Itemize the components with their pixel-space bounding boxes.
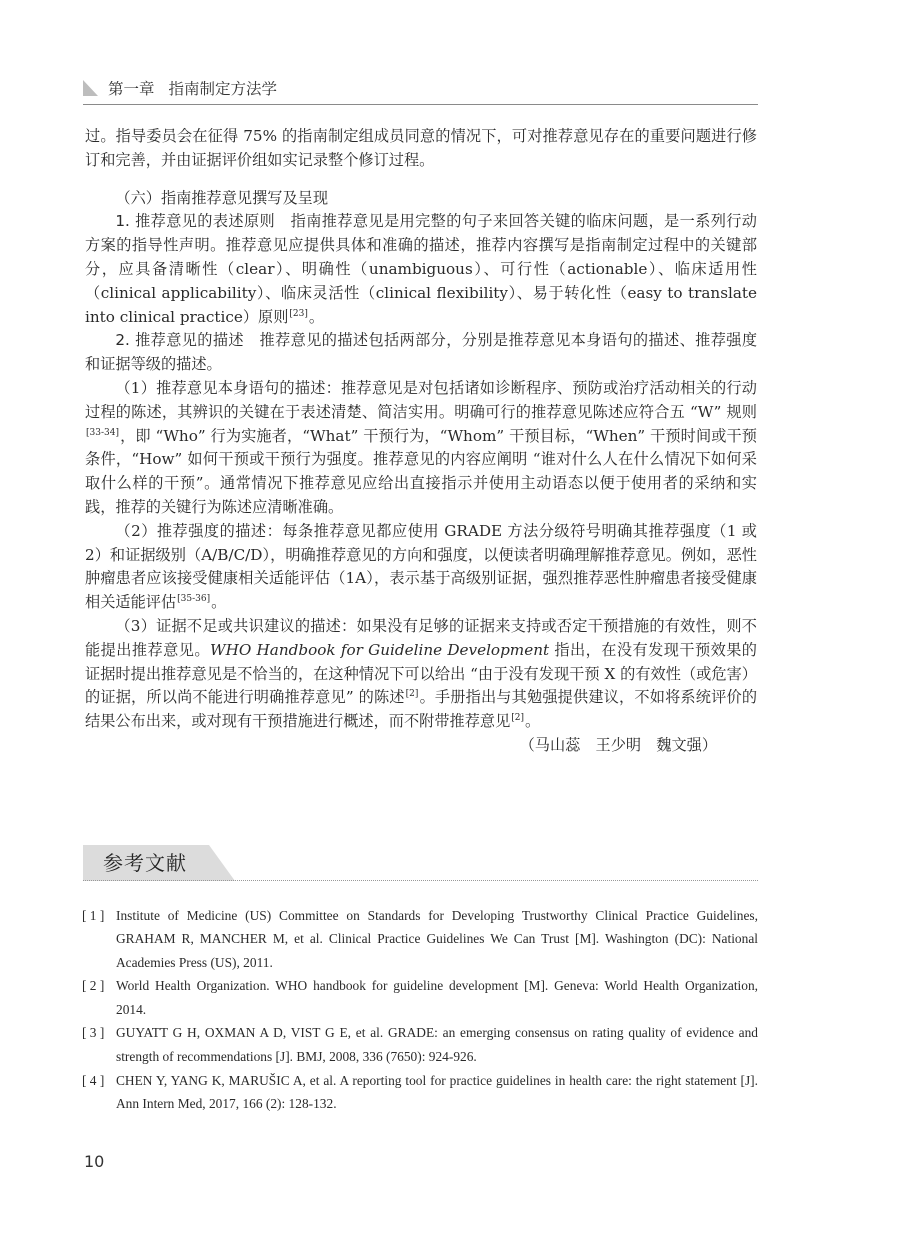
reference-number: [ 2 ] [82, 978, 105, 994]
reference-text: GUYATT G H, OXMAN A D, VIST G E, et al. GRADE: an emerging consensus on rating quality of evidence and strength of recommendations [J]. BMJ, 2008, 336 (7650): 924-926. [116, 1025, 758, 1064]
paragraph-continuation: 过。指导委员会在征得 75% 的指南制定组成员同意的情况下，可对推荐意见存在的重要问题进行修订和完善，并由证据评价组如实记录整个修订过程。 [85, 127, 757, 169]
reference-item [82, 904, 758, 974]
reference-number: [ 1 ] [82, 908, 105, 923]
reference-item [82, 1021, 758, 1068]
section-heading: （六）指南推荐意见撰写及呈现 [115, 188, 329, 207]
reference-number: [ 4 ] [82, 1072, 105, 1088]
references-title: 参考文献 [103, 851, 187, 875]
paragraph-insufficient-evidence: （3）证据不足或共识建议的描述：如果没有足够的证据来支持或否定干预措施的有效性，则不能提出推荐意见。WHO Handbook for Guideline Development 指出，在没有发现干预效果的证据时提出推荐意见是不恰当的，在这种情况下可以给出 “由于没有发现干预 X 的有效性（或危害）的证据，所以尚不能进行明确推荐意见” 的陈述[2]。手册指出与其勉强提供建议，不如将系统评价的结果公布出来，或对现有干预措施进行概述，而不附带推荐意见[2]。 [85, 616, 758, 731]
running-head [83, 76, 277, 100]
paragraph-description [85, 329, 757, 377]
reference-text: CHEN Y, YANG K, MARUŠIC A, et al. A reporting tool for practice guidelines in health care: the right statement [J]. Ann Intern Med, 2017, 166 (2): 128-132. [116, 1072, 758, 1111]
references-divider [83, 880, 758, 881]
book-title-italic: WHO Handbook for Guideline Development [209, 640, 550, 659]
citation: [2] [405, 689, 419, 700]
page-number: 10 [84, 1152, 105, 1171]
body-text [85, 125, 757, 758]
references-banner [83, 845, 235, 881]
citation: [33-34] [86, 427, 119, 438]
citation: [2] [511, 713, 524, 724]
reference-list [82, 904, 758, 1115]
citation: [23] [289, 308, 308, 319]
paragraph-statement: （1）推荐意见本身语句的描述：推荐意见是对包括诸如诊断程序、预防或治疗活动相关的行动过程的陈述，其辨识的关键在于表述清楚、简洁实用。明确可行的推荐意见陈述应符合五 “W” 规则[33-34]，即 “Who” 行为实施者，“What” 干预行为，“Whom” 干预目标，“When” 干预时间或干预条件，“How” 如何干预或干预行为强度。推荐意见的内容应阐明 “谁对什么人在什么情况下如何采取什么样的干预”。通常情况下推荐意见应给出直接指示并使用主动语态以便于使用者的采纳和实践，推荐的关键行为陈述应清晰准确。 [85, 378, 757, 516]
reference-item [82, 1069, 758, 1116]
chapter-title: 指南制定方法学 [168, 80, 278, 98]
reference-text: World Health Organization. WHO handbook for guideline development [M]. Geneva: World Health Organization, 2014. [116, 978, 758, 1017]
reference-item [82, 974, 758, 1021]
paragraph-principles: 1. 推荐意见的表述原则 指南推荐意见是用完整的句子来回答关键的临床问题，是一系列行动方案的指导性声明。推荐意见应提供具体和准确的描述，推荐内容撰写是指南制定过程中的关键部分，应具备清晰性（clear）、明确性（unambiguous）、可行性（actionable）、临床适用性（clinical applicability）、临床灵活性（clinical flexibility）、易于转化性（easy to translate into clinical practice）原则[23]。 [85, 212, 757, 326]
paragraph-text: 指南推荐意见是用完整的句子来回答关键的临床问题，是一系列行动方案的指导性声明。推荐意见应提供具体和准确的描述，推荐内容撰写是指南制定过程中的关键部分，应具备清晰性（clear）、明确性（unambiguous）、可行性（actionable）、临床适用性（clinical applicability）、临床灵活性（clinical flexibility）、易于转化性（easy to translate into clinical practice）原则 [85, 212, 757, 326]
chapter-label: 第一章 [108, 80, 155, 98]
paragraph-lead: 1. 推荐意见的表述原则 [115, 212, 276, 231]
paragraph-lead: 2. 推荐意见的描述 [115, 331, 244, 350]
reference-text: Institute of Medicine (US) Committee on Standards for Developing Trustworthy Clinical Practice Guidelines, GRAHAM R, MANCHER M, et al. Clinical Practice Guidelines We Can Trust [M]. Washington (DC): National Academies Press (US), 2011. [116, 908, 758, 970]
triangle-marker-icon [83, 80, 98, 96]
authors-line: （马山蕊 王少明 魏文强） [519, 735, 717, 754]
header-divider [83, 104, 758, 105]
paragraph-text: 推荐意见的描述包括两部分，分别是推荐意见本身语句的描述、推荐强度和证据等级的描述。 [85, 331, 758, 374]
paragraph-strength: （2）推荐强度的描述：每条推荐意见都应使用 GRADE 方法分级符号明确其推荐强度（1 或 2）和证据级别（A/B/C/D），明确推荐意见的方向和强度，以便读者明确理解推荐意见。例如，恶性肿瘤患者应该接受健康相关适能评估（1A），表示基于高级别证据，强烈推荐恶性肿瘤患者接受健康相关适能评估[35-36]。 [85, 521, 757, 612]
citation: [35-36] [177, 594, 211, 605]
reference-number: [ 3 ] [82, 1025, 105, 1041]
